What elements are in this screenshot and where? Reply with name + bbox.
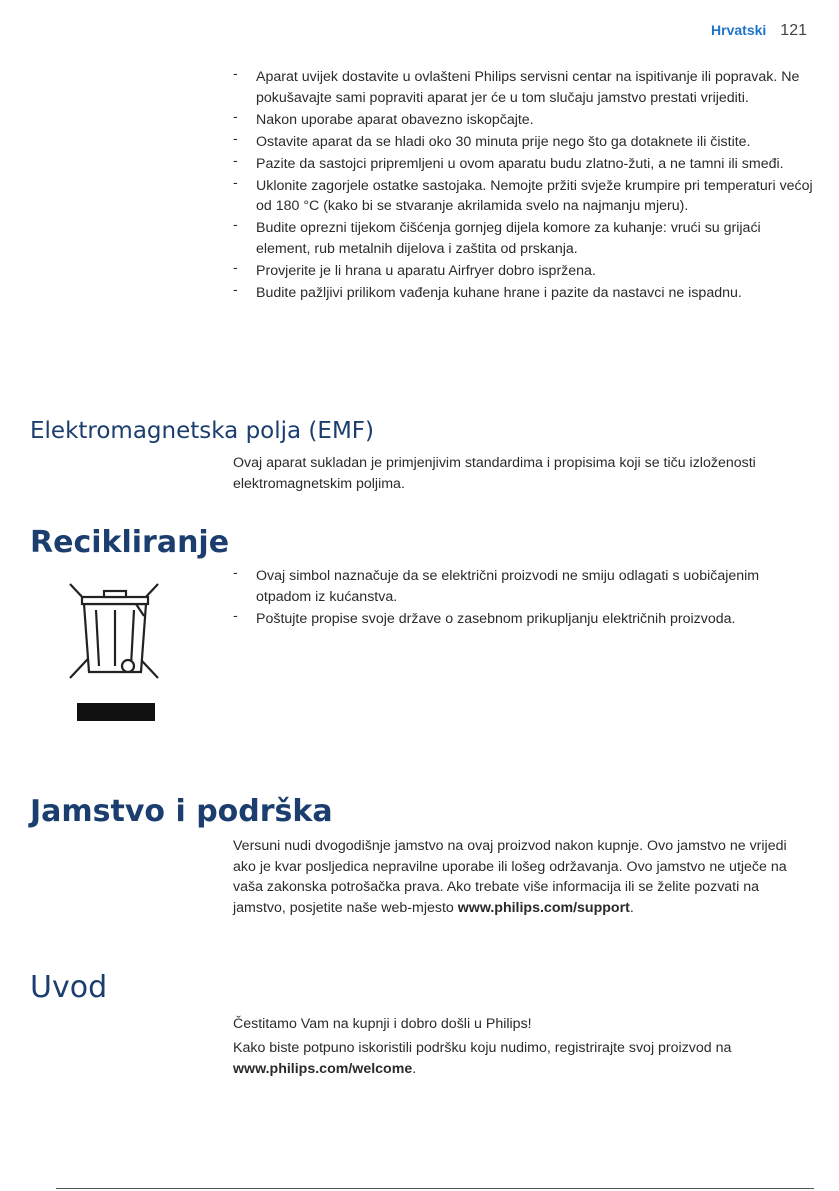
language-label: Hrvatski	[711, 22, 767, 38]
list-item: - Budite oprezni tijekom čišćenja gornjeg dijela komore za kuhanje: vrući su grijaći element, rub metalnih dijelova i zaštita od prskanja.	[233, 217, 761, 257]
intro-line2: Kako biste potpuno iskoristili podršku koju nudimo, registrirajte svoj proizvod na www.philips.com/welcome.	[233, 1040, 732, 1077]
list-item: - Ostavite aparat da se hladi oko 30 minuta prije nego što ga dotaknete ili čistite.	[233, 130, 751, 150]
emf-text: Ovaj aparat sukladan je primjenjivim standardima i propisima koji se tiču izloženosti elektromagnetskim poljima.	[233, 455, 756, 492]
recycling-heading: Recikliranje	[30, 525, 230, 560]
intro-heading: Uvod	[30, 970, 108, 1005]
list-item: - Budite pažljivi prilikom vađenja kuhane hrane i pazite da nastavci ne ispadnu.	[233, 281, 742, 301]
footer-divider	[56, 1188, 814, 1189]
page-header	[711, 22, 807, 40]
recycling-list	[233, 566, 813, 631]
list-item: - Pazite da sastojci pripremljeni u ovom aparatu budu zlatno-žuti, a ne tamni ili smeđi.	[233, 152, 784, 172]
list-item: - Poštujte propise svoje države o zasebnom prikupljanju električnih proizvoda.	[233, 607, 736, 627]
warranty-text: Versuni nudi dvogodišnje jamstvo na ovaj proizvod nakon kupnje. Ovo jamstvo ne vrijedi ako je kvar posljedica nepravilne uporabe ili lošeg održavanja. Ovo jamstvo ne utječe na vaša zakonska potrošačka prava. Ako trebate više informacija ili se želite pozvati na jamstvo, posjetite naše web-mjesto www.philips.com/support.	[233, 838, 787, 916]
list-item: - Uklonite zagorjele ostatke sastojaka. Nemojte pržiti svježe krumpire pri temperaturi većoj od 180 °C (kako bi se stvaranje akrilamida svelo na najmanju mjeru).	[233, 174, 813, 214]
page-number: 121	[780, 22, 807, 39]
emf-heading: Elektromagnetska polja (EMF)	[30, 418, 374, 444]
safety-list	[233, 67, 813, 305]
warranty-heading: Jamstvo i podrška	[30, 794, 333, 829]
support-link[interactable]: www.philips.com/support	[457, 899, 630, 916]
intro-line1: Čestitamo Vam na kupnji i dobro došli u Philips!	[233, 1016, 532, 1032]
list-item: - Aparat uvijek dostavite u ovlašteni Philips servisni centar na ispitivanje ili popravak. Ne pokušavajte sami popraviti aparat jer će u tom slučaju jamstvo prestati vrijediti.	[233, 66, 800, 106]
weee-bin-icon	[66, 580, 164, 722]
welcome-link[interactable]: www.philips.com/welcome	[233, 1060, 413, 1077]
list-item: - Ovaj simbol naznačuje da se električni proizvodi ne smiju odlagati s uobičajenim otpadom iz kućanstva.	[233, 565, 760, 605]
list-item: - Provjerite je li hrana u aparatu Airfryer dobro ispržena.	[233, 259, 596, 279]
list-item: - Nakon uporabe aparat obavezno iskopčajte.	[233, 108, 534, 128]
